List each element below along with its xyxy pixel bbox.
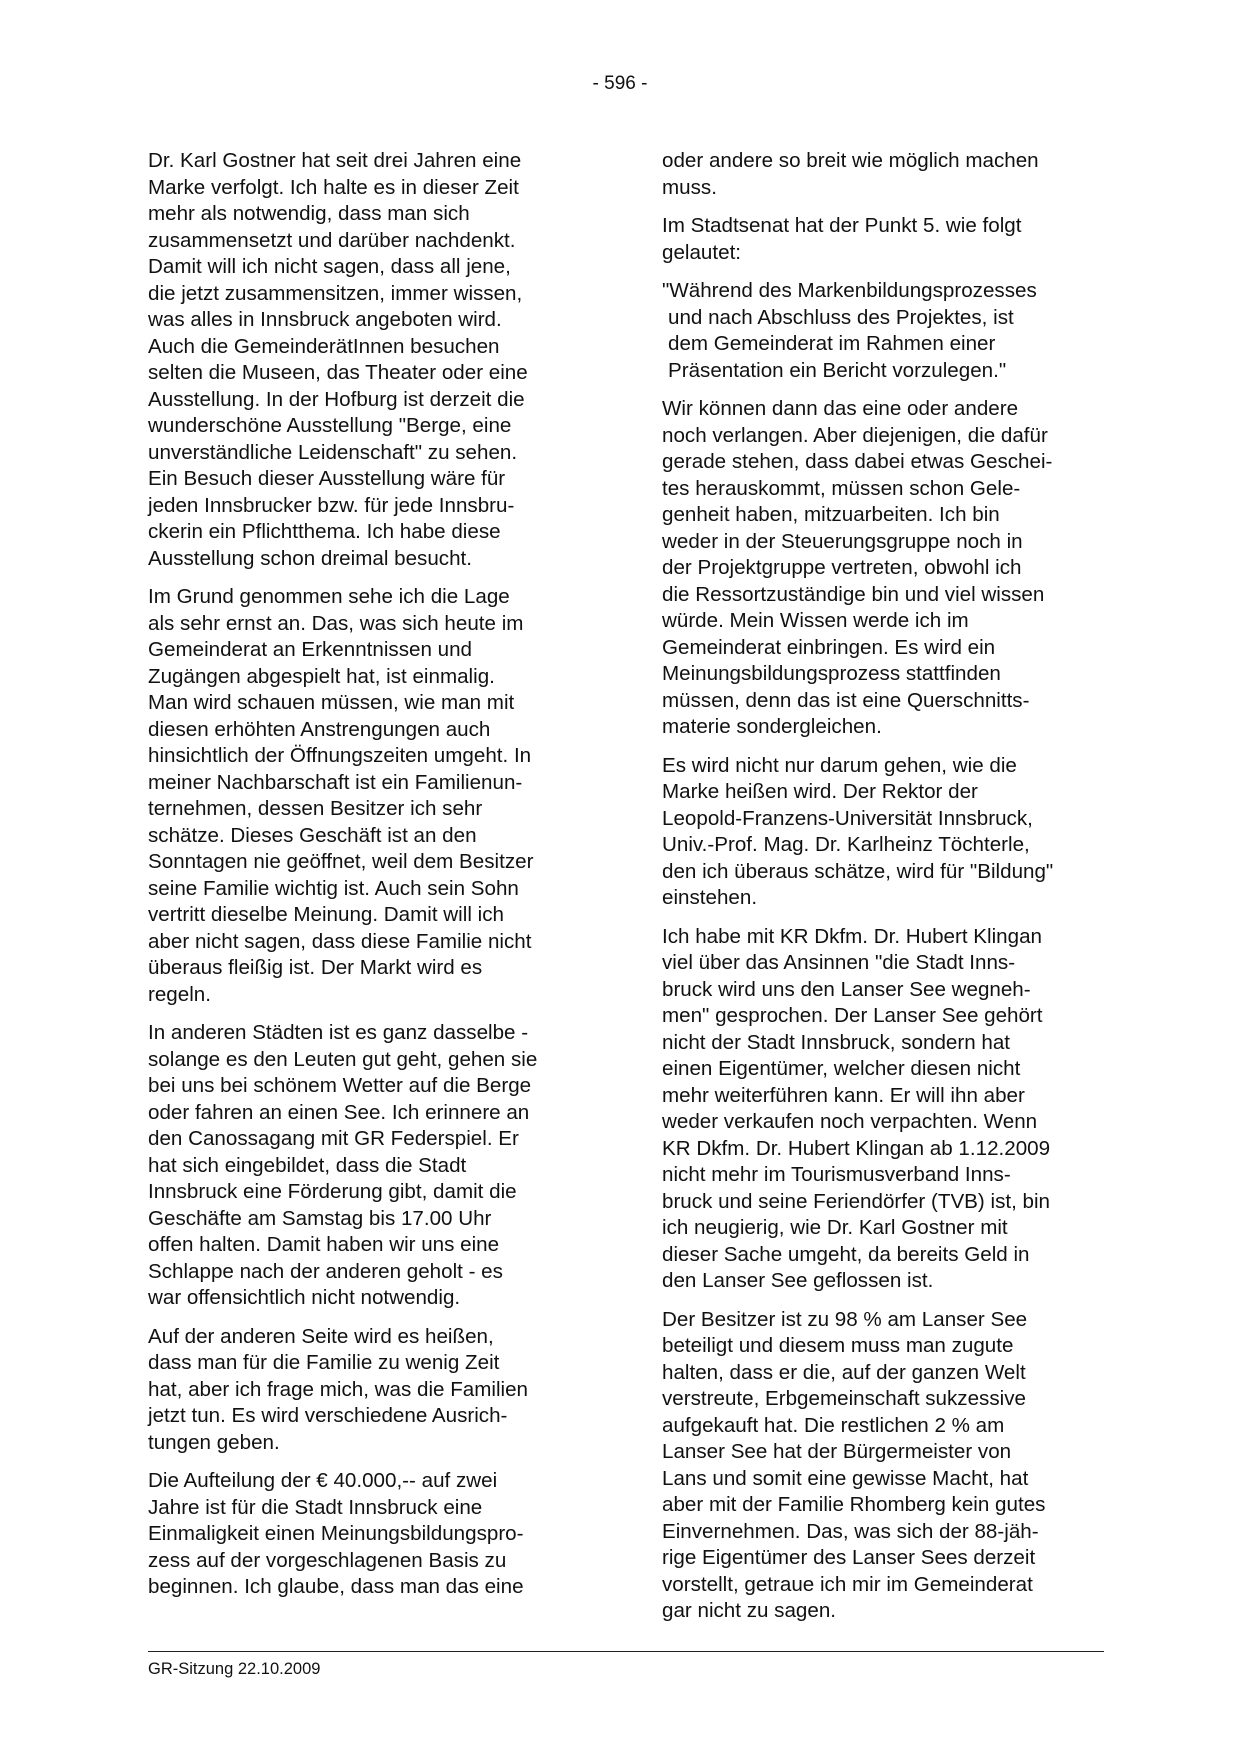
footer-text: GR-Sitzung 22.10.2009 <box>148 1660 321 1678</box>
footer-divider <box>148 1651 1104 1652</box>
quote-line: dem Gemeinderat im Rahmen einer <box>668 332 996 355</box>
paragraph: In anderen Städten ist es ganz dasselbe - solange es den Leuten gut geht, gehen sie bei uns bei schönem Wetter auf die Berge oder fahren an einen See. Ich erinnere an den Canossagang mit GR Federspiel. Er hat sich eingebildet, dass die Stadt Innsbruck eine Förderung gibt, damit die Geschäfte am Samstag bis 17.00 Uhr offen halten. Damit haben wir uns eine Schlappe nach der anderen geholt - es war offensichtlich nicht notwendig. <box>148 1021 538 1309</box>
continuation-paragraph: oder andere so breit wie möglich machen muss. <box>662 149 1039 199</box>
paragraph: Im Grund genommen sehe ich die Lage als sehr ernst an. Das, was sich heute im Gemeinderat an Erkenntnissen und Zugängen abgespielt hat, ist einmalig. Man wird schauen müssen, wie man mit diesen erhöhten Anstrengungen auch hinsichtlich der Öffnungszeiten umgeht. In meiner Nachbarschaft ist ein Familienun- ternehmen, dessen Besitzer ich sehr schätze. Dieses Geschäft ist an den Sonntagen nie geöffnet, weil dem Besitzer seine Familie wichtig ist. Auch sein Sohn vertritt dieselbe Meinung. Damit will ich aber nicht sagen, dass diese Familie nicht überaus fleißig ist. Der Markt wird es regeln. <box>148 585 534 1006</box>
left-column <box>148 148 598 1613</box>
paragraph: Es wird nicht nur darum gehen, wie die Marke heißen wird. Der Rektor der Leopold-Franzens-Universität Innsbruck, Univ.-Prof. Mag. Dr. Karlheinz Töchterle, den ich überaus schätze, wird für "Bildung" einstehen. <box>662 753 1054 909</box>
paragraph: Die Aufteilung der € 40.000,-- auf zwei Jahre ist für die Stadt Innsbruck eine Einmaligkeit einen Meinungsbildungspro- zess auf der vorgeschlagenen Basis zu beginnen. Ich glaube, dass man das eine <box>148 1469 524 1598</box>
paragraph: Wir können dann das eine oder andere noch verlangen. Aber diejenigen, die dafür gerade stehen, dass dabei etwas Geschei- tes herauskommt, müssen schon Gele- genheit haben, mitzuarbeiten. Ich bin weder in der Steuerungsgruppe noch in der Projektgruppe vertreten, obwohl ich die Ressortzuständige bin und viel wissen würde. Mein Wissen werde ich im Gemeinderat einbringen. Es wird ein Meinungsbildungsprozess stattfinden müssen, denn das ist eine Querschnitts- materie sondergleichen. <box>662 397 1053 738</box>
right-column <box>662 148 1112 1637</box>
paragraph: Ich habe mit KR Dkfm. Dr. Hubert Klingan viel über das Ansinnen "die Stadt Inns- bruck wird uns den Lanser See wegneh- men" gesprochen. Der Lanser See gehört nicht der Stadt Innsbruck, sondern hat einen Eigentümer, welcher diesen nicht mehr weiterführen kann. Er will ihn aber weder verkaufen noch verpachten. Wenn KR Dkfm. Dr. Hubert Klingan ab 1.12.2009 nicht mehr im Tourismusverband Inns- bruck und seine Feriendörfer (TVB) ist, bin ich neugierig, wie Dr. Karl Gostner mit dieser Sache umgeht, da bereits Geld in den Lanser See geflossen ist. <box>662 924 1051 1292</box>
block-quote <box>662 278 1112 384</box>
paragraph: Der Besitzer ist zu 98 % am Lanser See beteiligt und diesem muss man zugute halten, dass er die, auf der ganzen Welt verstreute, Erbgemeinschaft sukzessive aufgekauft hat. Die restlichen 2 % am Lanser See hat der Bürgermeister von Lans und somit eine gewisse Macht, hat aber mit der Familie Rhomberg kein gutes Einvernehmen. Das, was sich der 88-jäh- rige Eigentümer des Lanser Sees derzeit vorstellt, getraue ich mir im Gemeinderat gar nicht zu sagen. <box>662 1307 1046 1622</box>
page-number: - 596 - <box>592 73 648 94</box>
paragraph: Auf der anderen Seite wird es heißen, dass man für die Familie zu wenig Zeit hat, aber ich frage mich, was die Familien jetzt tun. Es wird verschiedene Ausrich- tungen geben. <box>148 1324 529 1454</box>
quote-line: und nach Abschluss des Projektes, ist <box>668 305 1014 329</box>
quote-line: "Während des Markenbildungsprozesses <box>662 279 1037 302</box>
quote-line: Präsentation ein Bericht vorzulegen." <box>668 358 1007 382</box>
paragraph: Dr. Karl Gostner hat seit drei Jahren eine Marke verfolgt. Ich halte es in dieser Zeit mehr als notwendig, dass man sich zusammensetzt und darüber nachdenkt. Damit will ich nicht sagen, dass all jene, die jetzt zusammensitzen, immer wissen, was alles in Innsbruck angeboten wird. Auch die GemeinderätInnen besuchen selten die Museen, das Theater oder eine Ausstellung. In der Hofburg ist derzeit die wunderschöne Ausstellung "Berge, eine unverständliche Leidenschaft" zu sehen. Ein Besuch dieser Ausstellung wäre für jeden Innsbrucker bzw. für jede Innsbru- ckerin ein Pflichtthema. Ich habe diese Ausstellung schon dreimal besucht. <box>148 149 528 570</box>
paragraph: Im Stadtsenat hat der Punkt 5. wie folgt gelautet: <box>662 214 1022 264</box>
